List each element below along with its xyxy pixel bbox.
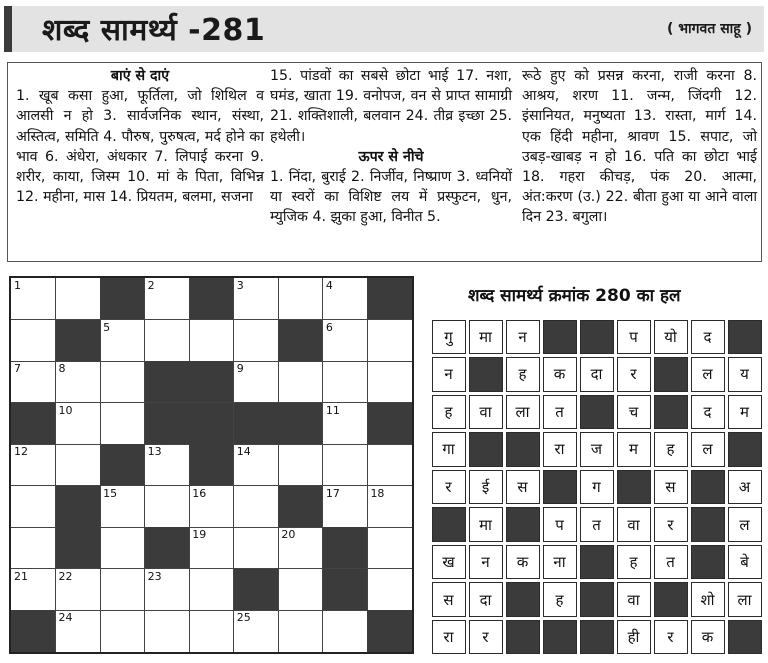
solution-cell-blocked [617,470,651,505]
grid-cell[interactable] [323,610,368,652]
solution-cell: अ [728,470,762,505]
clues-box [7,62,762,262]
solution-cell: ना [543,545,577,580]
solution-cell-blocked [469,432,503,467]
clue-number: 2 [147,279,155,292]
solution-cell: र [432,470,466,505]
grid-cell[interactable] [11,278,56,320]
grid-cell[interactable] [189,610,234,652]
grid-cell[interactable] [278,610,323,652]
clue-number: 10 [58,403,73,417]
grid-cell[interactable] [189,569,234,611]
solution-cell-blocked [728,620,762,655]
clue-number: 3 [236,279,244,292]
grid-cell[interactable] [56,278,101,320]
grid-cell[interactable] [234,320,279,362]
clue-number: 16 [192,486,207,500]
grid-cell[interactable] [278,444,323,486]
clue-number: 6 [325,320,333,334]
clue-number: 9 [236,362,244,376]
grid-cell[interactable] [234,361,279,403]
solution-cell: स [654,470,688,505]
grid-cell-blocked [367,278,412,320]
grid-cell[interactable] [11,361,56,403]
grid-cell[interactable] [278,527,323,569]
clue-number: 21 [14,569,28,583]
across-clues-part-2: 15. पांडवों का सबसे छोटा भाई 17. नशा, घमंड, खाता 19. वनोपज, वन से प्राप्त सामाग्री 21. शक्तिशाली, बलवान 24. तीव्र इच्छा 25. हथेली। [270,68,512,145]
clue-number: 22 [58,569,73,583]
grid-cell[interactable] [100,527,145,569]
grid-cell-blocked [323,569,368,611]
solution-cell-blocked [580,545,614,580]
solution-cell-blocked [728,432,762,467]
grid-cell-blocked [11,610,56,652]
grid-cell-blocked [189,361,234,403]
solution-cell: प [543,507,577,542]
solution-cell: ह [506,357,540,392]
grid-cell-blocked [234,569,279,611]
solution-cell: द [691,320,725,355]
solution-cell: न [432,357,466,392]
solution-cell: ह [654,432,688,467]
solution-cell: स [432,582,466,617]
solution-cell: र [654,620,688,655]
down-clues-part-2: रूठे हुए को प्रसन्न करना, राजी करना 8. आश्रय, शरण 11. जन्म, जिंदगी 12. इंसानियत, मनुष्यता 13. रास्ता, मार्ग 14. एक हिंदी महीना, श्रावण 15. सपाट, जो उबड़-खाबड़ न हो 16. पति का छोटा भाई 18. गहरा कीचड़, पंक 20. आत्मा, अंत:करण (उ.) 22. बीता हुआ या आने वाला दिन 23. बगुला। [522,68,757,226]
solution-cell-blocked [691,507,725,542]
solution-cell: न [469,545,503,580]
solution-cell: वा [469,395,503,430]
grid-cell-blocked [278,403,323,445]
solution-cell: क [506,545,540,580]
solution-cell-blocked [580,620,614,655]
solution-cell-blocked [654,582,688,617]
solution-cell-blocked [654,357,688,392]
solution-cell: त [543,395,577,430]
solution-cell: ज [580,432,614,467]
solution-cell: वा [617,507,651,542]
crossword-grid [9,276,414,654]
solution-cell: म [617,432,651,467]
solution-cell: ग [580,470,614,505]
solution-cell-blocked [469,357,503,392]
solution-cell: ह [432,395,466,430]
grid-cell-blocked [100,444,145,486]
solution-cell: र [469,620,503,655]
grid-cell[interactable] [56,610,101,652]
grid-cell[interactable] [234,610,279,652]
clue-number: 8 [58,362,66,376]
down-clues-part-1: 1. निंदा, बुराई 2. निर्जीव, निष्प्राण 3. ध्वनियों या स्वरों का विशिष्ट लय में प्रस्फुटन, धुन, म्युजिक 4. झुका हुआ, विनीत 5. [270,169,512,226]
solution-cell-blocked [506,432,540,467]
grid-cell-blocked [189,278,234,320]
grid-cell-blocked [234,403,279,445]
grid-cell-blocked [56,527,101,569]
solution-cell: ला [728,582,762,617]
clue-number: 17 [325,486,340,500]
solution-cell-blocked [543,320,577,355]
grid-cell-blocked [367,610,412,652]
solution-cell-blocked [506,582,540,617]
grid-cell[interactable] [56,361,101,403]
solution-cell: प [617,320,651,355]
grid-cell[interactable] [56,569,101,611]
solution-cell-blocked [580,582,614,617]
grid-cell[interactable] [145,569,190,611]
solution-cell-blocked [543,620,577,655]
clues-column-3 [522,66,757,228]
grid-cell[interactable] [367,486,412,528]
across-clues-part-1: 1. खूब कसा हुआ, फूर्तिला, जो शिथिल व आलसी न हो 3. सार्वजनिक स्थान, संस्था, अस्तित्व, समिति 4. पौरुष, पुरुषत्व, मर्द होने का भाव 6. अंधेरा, अंधकार 7. लिपाई करना 9. शरीर, काया, जिस्म 10. मां के पिता, विभिन्न 12. महीना, मास 14. प्रियतम, बलमा, सजना [16,88,264,206]
solution-cell: न [506,320,540,355]
grid-cell-blocked [145,361,190,403]
grid-cell[interactable] [145,486,190,528]
across-heading: बाएं से दाएं [110,68,170,84]
clue-number: 12 [14,445,28,459]
solution-cell-blocked [580,395,614,430]
solution-cell-blocked [506,620,540,655]
clue-number: 11 [325,403,340,417]
author-credit: ( भागवत साहू ) [666,21,752,37]
solution-cell: गु [432,320,466,355]
grid-cell[interactable] [367,444,412,486]
grid-cell-blocked [56,486,101,528]
grid-cell-blocked [367,403,412,445]
solution-cell: दा [580,357,614,392]
grid-cell[interactable] [234,444,279,486]
solution-cell: दा [469,582,503,617]
clue-number: 15 [103,486,118,500]
clue-number: 23 [147,569,162,583]
solution-cell: बे [728,545,762,580]
solution-cell-blocked [691,545,725,580]
solution-cell: म [728,395,762,430]
clue-number: 24 [58,611,73,625]
solution-cell: त [654,545,688,580]
solution-cell: यो [654,320,688,355]
grid-cell[interactable] [234,527,279,569]
grid-cell[interactable] [100,361,145,403]
grid-cell[interactable] [11,569,56,611]
grid-cell[interactable] [56,403,101,445]
solution-cell: ही [617,620,651,655]
grid-cell[interactable] [323,444,368,486]
clue-number: 25 [236,611,251,625]
solution-cell: ई [469,470,503,505]
grid-cell[interactable] [11,486,56,528]
grid-cell[interactable] [145,278,190,320]
clues-column-2 [270,66,512,228]
grid-cell[interactable] [234,278,279,320]
grid-cell-blocked [323,527,368,569]
down-heading: ऊपर से नीचे [358,148,424,165]
grid-cell[interactable] [367,320,412,362]
grid-cell[interactable] [367,569,412,611]
grid-cell[interactable] [278,361,323,403]
clues-column-1 [16,66,264,207]
solution-cell: क [691,620,725,655]
grid-cell[interactable] [323,486,368,528]
grid-cell[interactable] [100,610,145,652]
grid-cell[interactable] [100,569,145,611]
solution-cell: ल [691,432,725,467]
grid-cell-blocked [189,403,234,445]
grid-cell[interactable] [234,486,279,528]
grid-cell-blocked [145,403,190,445]
clue-number: 14 [236,445,251,459]
grid-cell[interactable] [367,527,412,569]
grid-cell-blocked [100,278,145,320]
solution-cell-blocked [691,470,725,505]
clue-number: 20 [281,528,296,542]
solution-cell: ल [728,507,762,542]
solution-cell: ह [543,582,577,617]
clue-number: 4 [325,279,333,292]
grid-cell-blocked [189,444,234,486]
grid-cell[interactable] [11,444,56,486]
grid-cell[interactable] [100,403,145,445]
solution-cell: रा [543,432,577,467]
solution-cell: ह [617,545,651,580]
solution-grid [430,318,763,656]
solution-cell-blocked [432,507,466,542]
grid-cell[interactable] [323,320,368,362]
solution-cell-blocked [543,470,577,505]
grid-cell-blocked [145,527,190,569]
solution-cell-blocked [580,320,614,355]
solution-title: शब्द सामर्थ्य क्रमांक 280 का हल [468,286,681,306]
solution-cell: मा [469,320,503,355]
solution-cell: स [506,470,540,505]
header-bar [4,6,764,52]
solution-cell: वा [617,582,651,617]
solution-cell: य [728,357,762,392]
grid-cell-blocked [278,486,323,528]
solution-cell: र [617,357,651,392]
grid-cell-blocked [278,320,323,362]
grid-cell[interactable] [323,361,368,403]
grid-cell[interactable] [100,486,145,528]
clue-number: 13 [147,445,162,459]
grid-cell-blocked [11,403,56,445]
grid-cell[interactable] [145,320,190,362]
solution-cell: द [691,395,725,430]
solution-cell: त [580,507,614,542]
grid-cell[interactable] [323,403,368,445]
solution-cell-blocked [506,507,540,542]
grid-cell[interactable] [189,486,234,528]
grid-cell[interactable] [189,527,234,569]
grid-cell[interactable] [145,444,190,486]
solution-cell: शो [691,582,725,617]
solution-cell: र [654,507,688,542]
solution-cell-blocked [654,395,688,430]
clue-number: 18 [370,486,385,500]
clue-number: 1 [14,279,21,292]
grid-cell[interactable] [278,278,323,320]
page-title: शब्द सामर्थ्य -281 [42,13,266,48]
solution-cell: ख [432,545,466,580]
solution-cell: च [617,395,651,430]
solution-cell: क [543,357,577,392]
solution-cell: मा [469,507,503,542]
solution-cell-blocked [728,320,762,355]
solution-cell: ल [691,357,725,392]
grid-cell[interactable] [56,444,101,486]
grid-cell[interactable] [100,320,145,362]
grid-cell[interactable] [145,610,190,652]
clue-number: 7 [14,362,21,376]
clue-number: 19 [192,528,207,542]
grid-cell-blocked [56,320,101,362]
solution-cell: रा [432,620,466,655]
grid-cell[interactable] [323,278,368,320]
grid-cell[interactable] [189,320,234,362]
grid-cell[interactable] [11,320,56,362]
grid-cell[interactable] [11,527,56,569]
grid-cell[interactable] [278,569,323,611]
clue-number: 5 [103,320,111,334]
solution-cell: ला [506,395,540,430]
solution-cell: गा [432,432,466,467]
grid-cell[interactable] [367,361,412,403]
